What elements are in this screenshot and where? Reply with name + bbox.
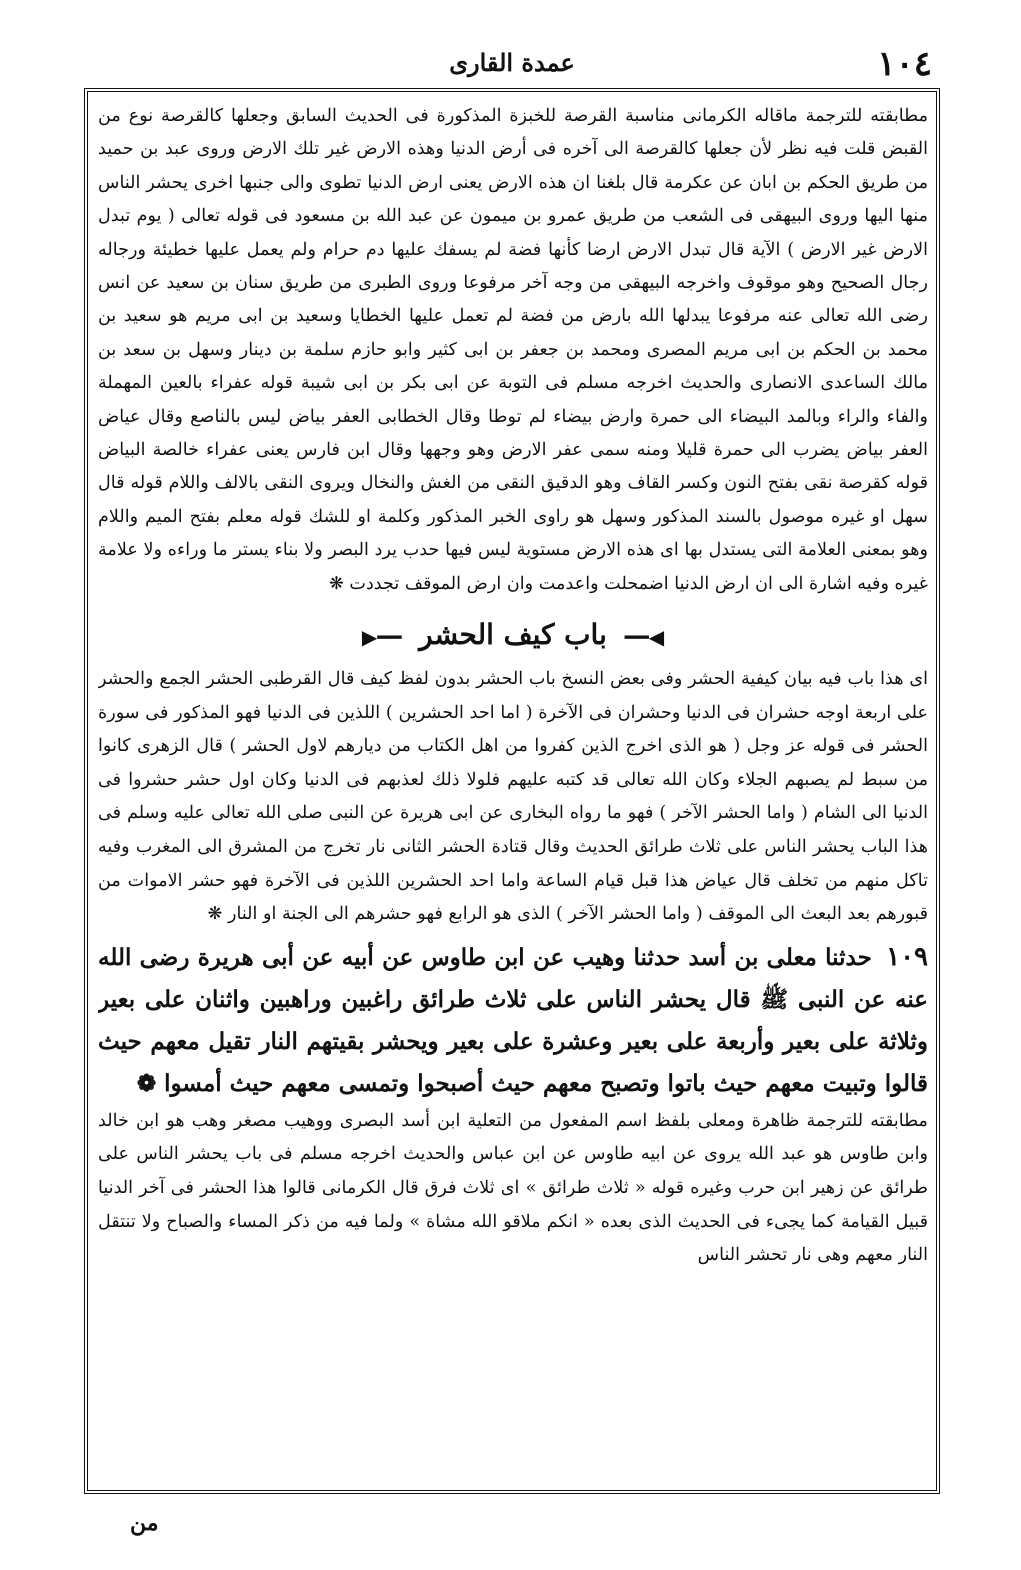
chapter-title: باب كيف الحشر <box>419 618 607 652</box>
hadith-number: ١٠٩ <box>886 941 928 972</box>
catchword: من <box>130 1510 159 1536</box>
commentary-paragraph-3: مطابقته للترجمة ظاهرة ومعلى بلفظ اسم المفعول من التعلية ابن أسد البصرى ووهيب مصغر وهب هو ابن خالد وابن طاوس هو عبد الله يروى عن ابيه طاوس عن ابن عباس والحديث اخرجه مسلم فى باب يحشر الناس على طرائق عن زهير ابن حرب وغيره قوله « ثلاث طرائق » اى ثلاث فرق قال الكرمانى قالوا هذا الحشر فى آخر الدنيا قبيل القيامة كما يجىء فى الحديث الذى بعده « انكم ملاقو الله مشاة » ولما فيه من ذكر المساء والصباح ولا تنتقل النار معهم وهى نار تحشر الناس <box>98 1110 928 1266</box>
ornament-right-icon: ◀━━ <box>624 625 665 650</box>
running-title: عمدة القارى <box>449 48 575 77</box>
hadith-text: حدثنا معلى بن أسد حدثنا وهيب عن ابن طاوس عن أبيه عن أبى هريرة رضى الله عنه عن النبى ﷺ قال يحشر الناس على ثلاث طرائق راغبين وراهبين واثنان على بعير وثلاثة على بعير وأربعة على بعير وعشرة على بعير ويحشر بقيتهم النار تقيل معهم حيث قالوا وتبيت معهم حيث باتوا وتصبح معهم حيث أصبحوا وتمسى معهم حيث أمسوا ❁ <box>98 943 928 1097</box>
page-number: ١٠٤ <box>877 44 932 84</box>
chapter-heading <box>98 609 928 661</box>
text-block <box>98 100 928 1488</box>
hadith-text-block <box>98 936 928 1105</box>
commentary-paragraph-2: اى هذا باب فيه بيان كيفية الحشر وفى بعض النسخ باب الحشر بدون لفظ كيف قال القرطبى الحشر الجمع والحشر على اربعة اوجه حشران فى الدنيا وحشران فى الآخرة ( اما احد الحشرين ) اللذين فى الدنيا فهو المذكور فى سورة الحشر فى قوله عز وجل ( هو الذى اخرج الذين كفروا من اهل الكتاب من ديارهم لاول الحشر ) قال الزهرى كانوا من سبط لم يصبهم الجلاء وكان الله تعالى قد كتبه عليهم فلولا ذلك لعذبهم فى الدنيا وكان اول حشر حشروا فى الدنيا الى الشام ( واما الحشر الآخر ) فهو ما رواه البخارى عن ابى هريرة عن النبى صلى الله تعالى عليه وسلم فى هذا الباب يحشر الناس على ثلاث طرائق الحديث وقال قتادة الحشر الثانى نار تخرج من المشرق الى المغرب وفيه تاكل منهم من تخلف قال عياض هذا قبل قيام الساعة واما احد الحشرين اللذين فى الآخرة فهو حشر الاموات من قبورهم بعد البعث الى الموقف ( واما الحشر الآخر ) الذى هو الرابع فهو حشرهم الى الجنة او النار ❋ <box>98 669 928 925</box>
page-header <box>84 44 940 88</box>
ornament-left-icon: ━━▶ <box>361 625 402 650</box>
commentary-paragraph-1: مطابقته للترجمة ماقاله الكرمانى مناسبة القرصة للخبزة المذكورة فى الحديث السابق وجعلها كالقرصة نوع من القبض قلت فيه نظر لأن جعلها كالقرصة الى آخره فى أرض الدنيا وهذه الارض غير تلك الارض وروى عبد بن حميد من طريق الحكم بن ابان عن عكرمة قال بلغنا ان هذه الارض يعنى ارض الدنيا تطوى والى جنبها اخرى يحشر الناس منها اليها وروى البيهقى فى الشعب من طريق عمرو بن ميمون عن عبد الله بن مسعود فى قوله تعالى ( يوم تبدل الارض غير الارض ) الآية قال تبدل الارض ارضا كأنها فضة لم يسفك عليها دم حرام ولم يعمل عليها خطيئة ورجاله رجال الصحيح وهو موقوف واخرجه البيهقى من وجه آخر مرفوعا وروى الطبرى من طريق سنان بن سعيد عن انس رضى الله تعالى عنه مرفوعا يبدلها الله بارض من فضة لم تعمل عليها الخطايا وسعيد بن ابى مريم هو سعيد بن محمد بن الحكم بن ابى مريم المصرى ومحمد بن جعفر بن ابى كثير وابو حازم سلمة بن دينار وسهل بن سعد بن مالك الساعدى الانصارى والحديث اخرجه مسلم فى التوبة عن ابى بكر بن ابى شيبة قوله عفراء بالعين المهملة والفاء والراء وبالمد البيضاء الى حمرة وارض بيضاء لم توطا وقال الخطابى العفر بياض ليس بالناصع وقال عياض العفر بياض يضرب الى حمرة قليلا ومنه سمى عفر الارض وهو وجهها وقال ابن فارس يعنى عفراء خالصة البياض قوله كقرصة نقى بفتح النون وكسر القاف وهو الدقيق النقى من الغش والنخال ويروى النقى بالالف واللام قوله قال سهل او غيره موصول بالسند المذكور وسهل هو راوى الخبر المذكور وكلمة او للشك قوله معلم بفتح الميم واللام وهو بمعنى العلامة التى يستدل بها اى هذه الارض مستوية ليس فيها حدب يرد البصر ولا بناء يستر ما وراءه ولا علامة غيره وفيه اشارة الى ان ارض الدنيا اضمحلت واعدمت وان ارض الموقف تجددت ❋ <box>98 106 928 594</box>
